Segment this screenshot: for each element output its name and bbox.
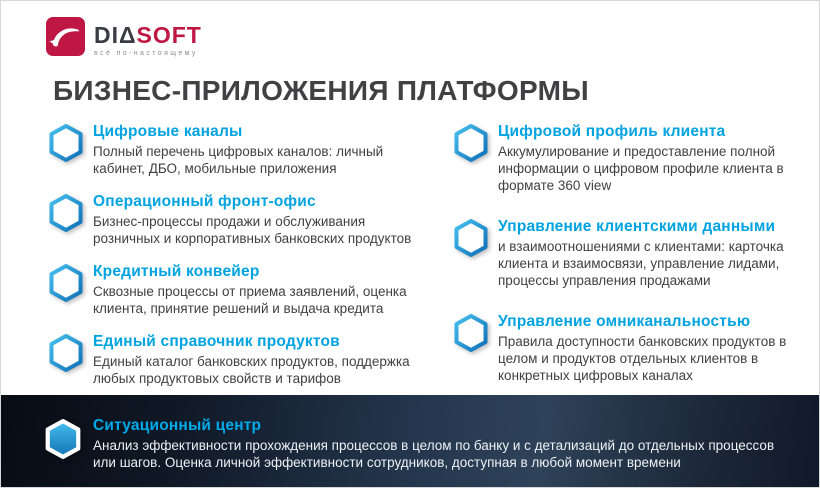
feature-title: Кредитный конвейер <box>93 263 260 280</box>
footer-band <box>1 395 819 487</box>
hexagon-icon <box>49 334 83 372</box>
brand-name: DIΔSOFT <box>94 22 202 48</box>
feature-body: Аккумулирование и предоставление полной информации о цифровом профиле клиента в формате 360 view <box>498 144 784 193</box>
feature-body: Сквозные процессы от приема заявлений, оценка клиента, принятие решений и выдача кредита <box>93 284 407 316</box>
feature-body: Полный перечень цифровых каналов: личный кабинет, ДБО, мобильные приложения <box>93 144 384 176</box>
feature-columns <box>49 123 811 387</box>
feature-body: Единый каталог банковских продуктов, поддержка любых продуктовых свойств и тарифов <box>93 354 410 386</box>
feature-item-situation-center <box>45 417 793 471</box>
brand-tagline: всё по-настоящему <box>94 50 198 57</box>
feature-item-front-office <box>49 193 454 247</box>
hexagon-icon <box>454 314 488 352</box>
feature-item-digital-channels <box>49 123 454 177</box>
feature-item-product-catalog <box>49 333 454 387</box>
feature-title: Цифровой профиль клиента <box>498 123 726 140</box>
hexagon-icon <box>49 264 83 302</box>
hexagon-icon <box>454 124 488 162</box>
feature-item-client-data <box>454 218 811 289</box>
feature-title: Управление омниканальностью <box>498 313 751 330</box>
hexagon-icon <box>49 194 83 232</box>
feature-title: Управление клиентскими данными <box>498 218 776 235</box>
hexagon-icon <box>49 124 83 162</box>
logo-mark <box>46 17 85 56</box>
feature-item-credit-pipeline <box>49 263 454 317</box>
page-title: БИЗНЕС-ПРИЛОЖЕНИЯ ПЛАТФОРМЫ <box>53 75 589 106</box>
feature-item-omnichannel <box>454 313 811 384</box>
dolphin-icon <box>46 17 85 56</box>
feature-body: и взаимоотношениями с клиентами: карточка клиента и взаимосвязи, управление лидами, процессы управления продажами <box>498 239 784 288</box>
logo-text <box>94 17 202 57</box>
feature-item-client-profile <box>454 123 811 194</box>
feature-title: Ситуационный центр <box>93 417 262 434</box>
hexagon-icon <box>45 419 81 459</box>
feature-body: Правила доступности банковских продуктов в целом и продуктов отдельных клиентов в конкретных цифровых каналах <box>498 334 787 383</box>
feature-body: Анализ эффективности прохождения процессов в целом по банку и с детализаций до отдельных процессов или шагов. Оценка личной эффективности сотрудников, доступная в любой момент времени <box>93 438 775 470</box>
logo <box>46 17 202 57</box>
left-column <box>49 123 454 387</box>
feature-title: Единый справочник продуктов <box>93 333 340 350</box>
hexagon-icon <box>454 219 488 257</box>
feature-title: Цифровые каналы <box>93 123 243 140</box>
feature-title: Операционный фронт-офис <box>93 193 316 210</box>
right-column <box>454 123 811 387</box>
feature-body: Бизнес-процессы продажи и обслуживания розничных и корпоративных банковских продуктов <box>93 214 412 246</box>
